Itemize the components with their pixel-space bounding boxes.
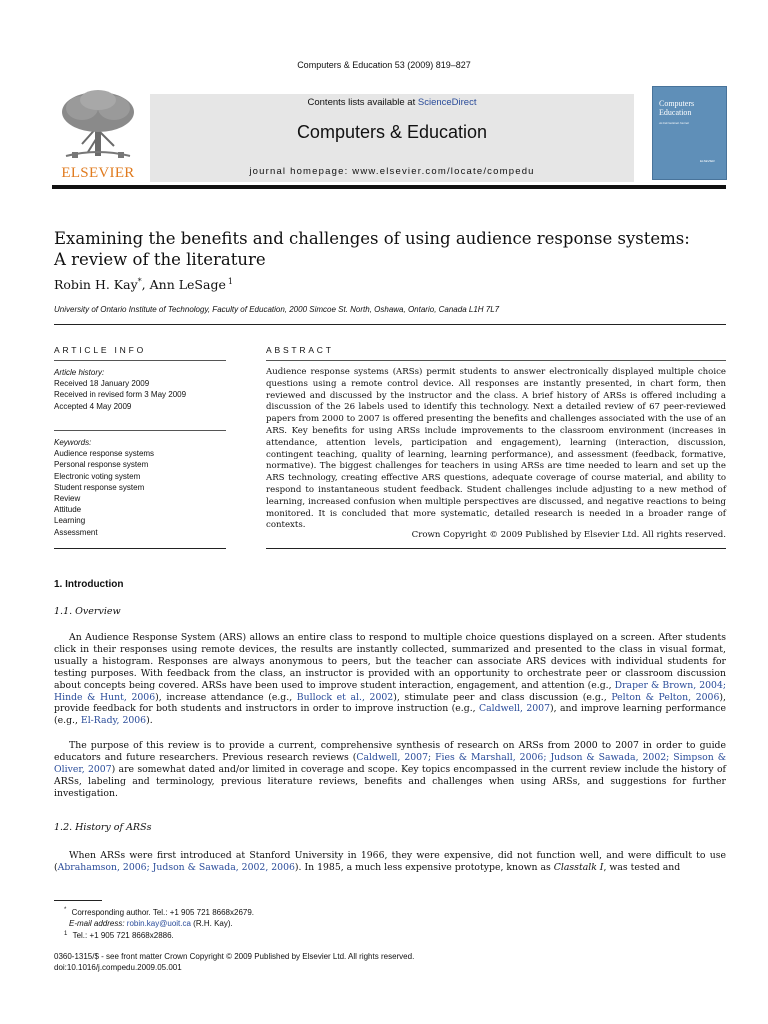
reference-link[interactable]: El-Rady, 2006 [80,715,147,727]
keyword-item: Attitude [54,505,82,515]
journal-title: Computers & Education [296,122,488,142]
keyword-item: Student response system [54,482,145,492]
footnote-mark: 1 [64,930,68,937]
keyword-item: Learning [54,516,86,526]
email-suffix: (R.H. Kay). [190,918,233,928]
email-label: E-mail address: [69,918,127,928]
paragraph-text: ), provide feedback for both students and instructors in order to improve instruction (e.g., [54,691,726,715]
overview-subheading: 1.1. Overview [54,606,121,617]
footnote-corresponding [54,905,254,918]
keywords-label: Keywords: [54,438,92,447]
article-info-rule [54,360,226,361]
keyword-item: Personal response system [54,460,149,470]
cover-publisher: ELSEVIER [700,159,715,163]
cover-title: Computers Education [659,99,695,117]
footnote-text: Tel.: +1 905 721 8668x2886. [72,931,174,941]
sciencedirect-link[interactable]: ScienceDirect [417,97,477,108]
footnote-mark: * [64,907,67,913]
cover-subtitle: An International Journal [659,121,689,125]
affiliation: University of Ontario Institute of Technology, Faculty of Education, 2000 Simcoe St. North, Oshawa, Ontario, Canada L1H 7L7 [54,305,500,314]
article-history [54,367,226,412]
history-subheading: 1.2. History of ARSs [54,822,152,833]
reference-link[interactable]: Abrahamson, 2006; Judson & Sawada, 2002, 2006 [57,861,295,873]
reference-link[interactable]: Caldwell, 2007; Fies & Marshall, 2006; Judson & Sawada, 2002; Simpson & Oliver, 2007 [54,751,726,775]
contents-prefix: Contents lists available at [307,97,418,108]
journal-homepage-link[interactable]: journal homepage: www.elsevier.com/locate/compedu [249,166,535,177]
keyword-item: Electronic voting system [54,471,141,481]
keywords-block [54,437,226,538]
history-label: Article history: [54,368,105,377]
author-lesage-mark[interactable]: 1 [227,277,233,286]
paragraph-text: The purpose of this review is to provide a current, comprehensive synthesis of research on ARSs from 2000 to 2007 in order to guide educators and future researchers. Previous research reviews ( [54,740,726,763]
reference-link[interactable]: Pelton & Pelton, 2006 [611,691,720,703]
keyword-item: Assessment [54,527,98,537]
paragraph-text: ), stimulate peer and class discussion (e.g., [393,691,612,703]
author-kay-mark[interactable]: * [137,277,142,286]
author-list [54,277,233,292]
reference-link[interactable]: Caldwell, 2007 [479,703,551,715]
tree-icon [52,86,144,166]
paragraph-text: ) are somewhat dated and/or limited in coverage and scope. Key topics encompassed in the current review include the history of ARSs, labeling and terminology, previous literature reviews, benefits and challenges when using ARSs, and suggestions for further investigation. [54,763,726,799]
history-paragraph-1 [54,850,726,874]
journal-cover-thumbnail[interactable] [652,86,727,180]
footnote-text: Corresponding author. Tel.: +1 905 721 8668x2679. [71,907,255,917]
introduction-heading: 1. Introduction [54,579,124,590]
history-divider [54,430,226,431]
page-footer [54,951,414,973]
journal-header-box [150,94,634,182]
article-info-heading: ARTICLE INFO [54,345,147,355]
overview-paragraph-2 [54,740,726,800]
article-title [54,228,714,270]
footnote-divider [54,900,102,901]
abstract-rule [266,360,726,361]
doi-line[interactable]: doi:10.1016/j.compedu.2009.05.001 [54,963,182,972]
abstract-divider [266,548,726,549]
paragraph-text: When ARSs were first introduced at Stanford University in 1966, they were expensive, did not function well, and were difficult to use ( [54,850,726,873]
history-accepted: Accepted 4 May 2009 [54,401,132,411]
paragraph-text: ), and improve learning performance (e.g., [54,703,726,727]
front-matter-line: 0360-1315/$ - see front matter Crown Copyright © 2009 Published by Elsevier Ltd. All rights reserved. [54,952,415,961]
reference-link[interactable]: Bullock et al., 2002 [296,691,394,703]
footnote-lesage-tel [54,929,254,942]
paragraph-text: , was tested and [603,861,681,873]
affiliation-divider [54,324,726,325]
overview-paragraph-1 [54,632,726,727]
journal-citation: Computers & Education 53 (2009) 819–827 [297,60,471,70]
elsevier-logo[interactable] [52,86,144,182]
paragraph-italic-text: Classtalk I [553,861,604,873]
header-divider [52,185,726,189]
article-title-line1: Examining the benefits and challenges of using audience response systems: [54,229,690,248]
paragraph-text: An Audience Response System (ARS) allows an entire class to respond to multiple choice questions displayed on a screen. After students click in their responses using remote devices, the results are instantly collected, summarized and presented to the class in visual format, usually a histogram. Responses are always anonymous to peers, but the teacher can associate ARS devices with individual students for testing purposes. With feedback from the class, an instructor is provided with an opportunity to orchestrate peer or classroom discussion about concepts being covered. ARSs have been used to improve student interaction, engagement, and attention (e.g., [54,632,726,691]
author-kay[interactable]: Robin H. Kay [54,277,138,293]
footnotes [54,905,254,941]
publisher-logo-text: ELSEVIER [61,165,135,181]
history-received: Received 18 January 2009 [54,379,150,389]
keywords-divider [54,548,226,549]
paragraph-text: ), increase attendance (e.g., [155,691,297,703]
reference-link[interactable]: Draper & Brown, 2004; Hinde & Hunt, 2006 [54,679,726,703]
paragraph-text: ). [146,715,153,727]
journal-banner [52,86,726,182]
abstract-heading: ABSTRACT [266,345,334,355]
author-lesage[interactable]: Ann LeSage [149,277,226,293]
email-link[interactable]: robin.kay@uoit.ca [126,918,191,928]
footnote-email [54,918,254,929]
abstract-copyright: Crown Copyright © 2009 Published by Elsevier Ltd. All rights reserved. [411,530,726,540]
article-title-line2: A review of the literature [54,250,266,269]
contents-line [150,97,634,108]
paragraph-text: ). In 1985, a much less expensive prototype, known as [294,861,554,873]
history-revised: Received in revised form 3 May 2009 [54,390,187,400]
author-separator: , [141,277,150,293]
keyword-item: Review [54,494,81,504]
keyword-item: Audience response systems [54,449,155,459]
abstract-text: Audience response systems (ARSs) permit students to answer electronically displayed multiple choice questions using a remote control device. All responses are instantly presented, in chart form, then reviewed and discussed by the instructor and the class. A brief history of ARSs is offered including a discussion of the 26 labels used to identify this technology. Next a detailed review of 67 peer-reviewed papers from 2000 to 2007 is offered presenting the benefits and challenges associated with the use of an ARS. Key benefits for using ARSs include improvements to the classroom environment (increases in attendance, attention levels, participation and engagement), learning (interaction, discussion, contingent teaching, quality of learning, learning performance), and assessment (feedback, formative, normative). The biggest challenges for teachers in using ARSs are time needed to learn and set up the ARS technology, creating effective ARS questions, adequate coverage of course material, and ability to respond to instantaneous student feedback. Student challenges include adjusting to a new method of learning, increased confusion when multiple perspectives are discussed, and negative reactions to being monitored. It is concluded that more systematic, detailed research is needed in a broader range of contexts. [266,367,726,531]
